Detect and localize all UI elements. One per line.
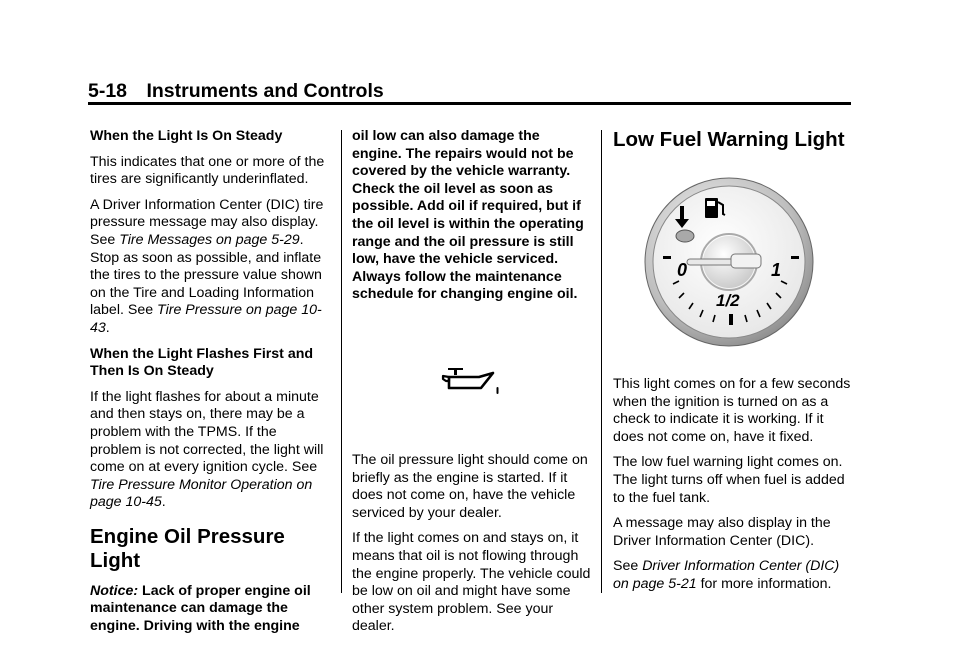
link-tire-messages[interactable]: Tire Messages on page 5-29: [119, 231, 300, 248]
heading-low-fuel: Low Fuel Warning Light: [613, 128, 845, 151]
page-header: [88, 80, 851, 103]
gauge-label-empty: 0: [677, 260, 688, 280]
oil-pressure-icon-area: [352, 312, 592, 452]
paragraph-fuel-light-on: The low fuel warning light comes on. The light turns off when fuel is added to the fuel tank.: [613, 454, 845, 506]
column-divider-1: [341, 130, 342, 593]
fuel-gauge-area: [613, 162, 853, 376]
column-divider-2: [601, 130, 602, 593]
notice-label: Notice:: [90, 582, 139, 599]
gauge-label-full: 1: [771, 260, 782, 280]
link-tpms-operation[interactable]: Tire Pressure Monitor Operation on page 10-45: [90, 476, 313, 511]
paragraph-see-dic: See Driver Information Center (DIC) on page 5-21 for more information.: [613, 558, 840, 592]
section-number: 5-18: [88, 80, 128, 102]
section-title: Instruments and Controls: [146, 80, 384, 102]
paragraph-oil-light-start: The oil pressure light should come on briefly as the engine is started. If it does not come on, have the vehicle serviced by your dealer.: [352, 451, 588, 521]
column-2: [352, 128, 592, 644]
paragraph-tpms-problem: If the light flashes for about a minute and then stays on, there may be a problem with the TPMS. If the problem is not corrected, the light will come on at every ignition cycle. See Tire Pressure Monitor Operation on page 10-45.: [90, 388, 324, 511]
subheading-light-flashes: When the Light Flashes First and Then Is On Steady: [90, 345, 314, 380]
header-rule: [88, 102, 851, 105]
column-3: [613, 128, 853, 602]
low-fuel-lamp-icon: [676, 230, 694, 242]
paragraph-dic-display: A message may also display in the Driver Information Center (DIC).: [613, 515, 831, 549]
fuel-gauge-dial: [643, 176, 815, 348]
column-1: [90, 128, 330, 644]
link-tire-pressure[interactable]: Tire Pressure on page 10-43: [90, 302, 322, 336]
subheading-light-steady: When the Light Is On Steady: [90, 128, 283, 144]
paragraph-oil-light-stays: If the light comes on and stays on, it means that oil is not flowing through the engine properly. The vehicle could be low on oil and might have some other system problem. See your dealer.: [352, 530, 591, 635]
link-dic[interactable]: Driver Information Center (DIC) on page 5-21: [613, 558, 840, 592]
gauge-label-half: 1/2: [716, 291, 740, 310]
paragraph-underinflated: This indicates that one or more of the tires are significantly underinflated.: [90, 153, 325, 188]
notice-oil: Notice: Lack of proper engine oil maintenance can damage the engine. Driving with the engine: [90, 582, 311, 635]
paragraph-fuel-light-check: This light comes on for a few seconds when the ignition is turned on as a check to indicate it is working. If it does not come on, have it fixed.: [613, 376, 851, 445]
paragraph-dic-message: A Driver Information Center (DIC) tire pressure message may also display. See Tire Messages on page 5-29. Stop as soon as possible, and inflate the tires to the pressure value shown on the Tire and Loading Information label. See Tire Pressure on page 10-43.: [90, 196, 324, 336]
notice-oil-continued: oil low can also damage the engine. The repairs would not be covered by the vehicle warranty. Check the oil level as soon as possible. Add oil if required, but if the oil level is within the operating range and the oil pressure is still low, have the vehicle serviced. Always follow the maintenance schedule for changing engine oil.: [352, 128, 584, 303]
heading-engine-oil-pressure: Engine Oil Pressure Light: [90, 524, 285, 572]
oil-can-icon: [441, 368, 503, 396]
